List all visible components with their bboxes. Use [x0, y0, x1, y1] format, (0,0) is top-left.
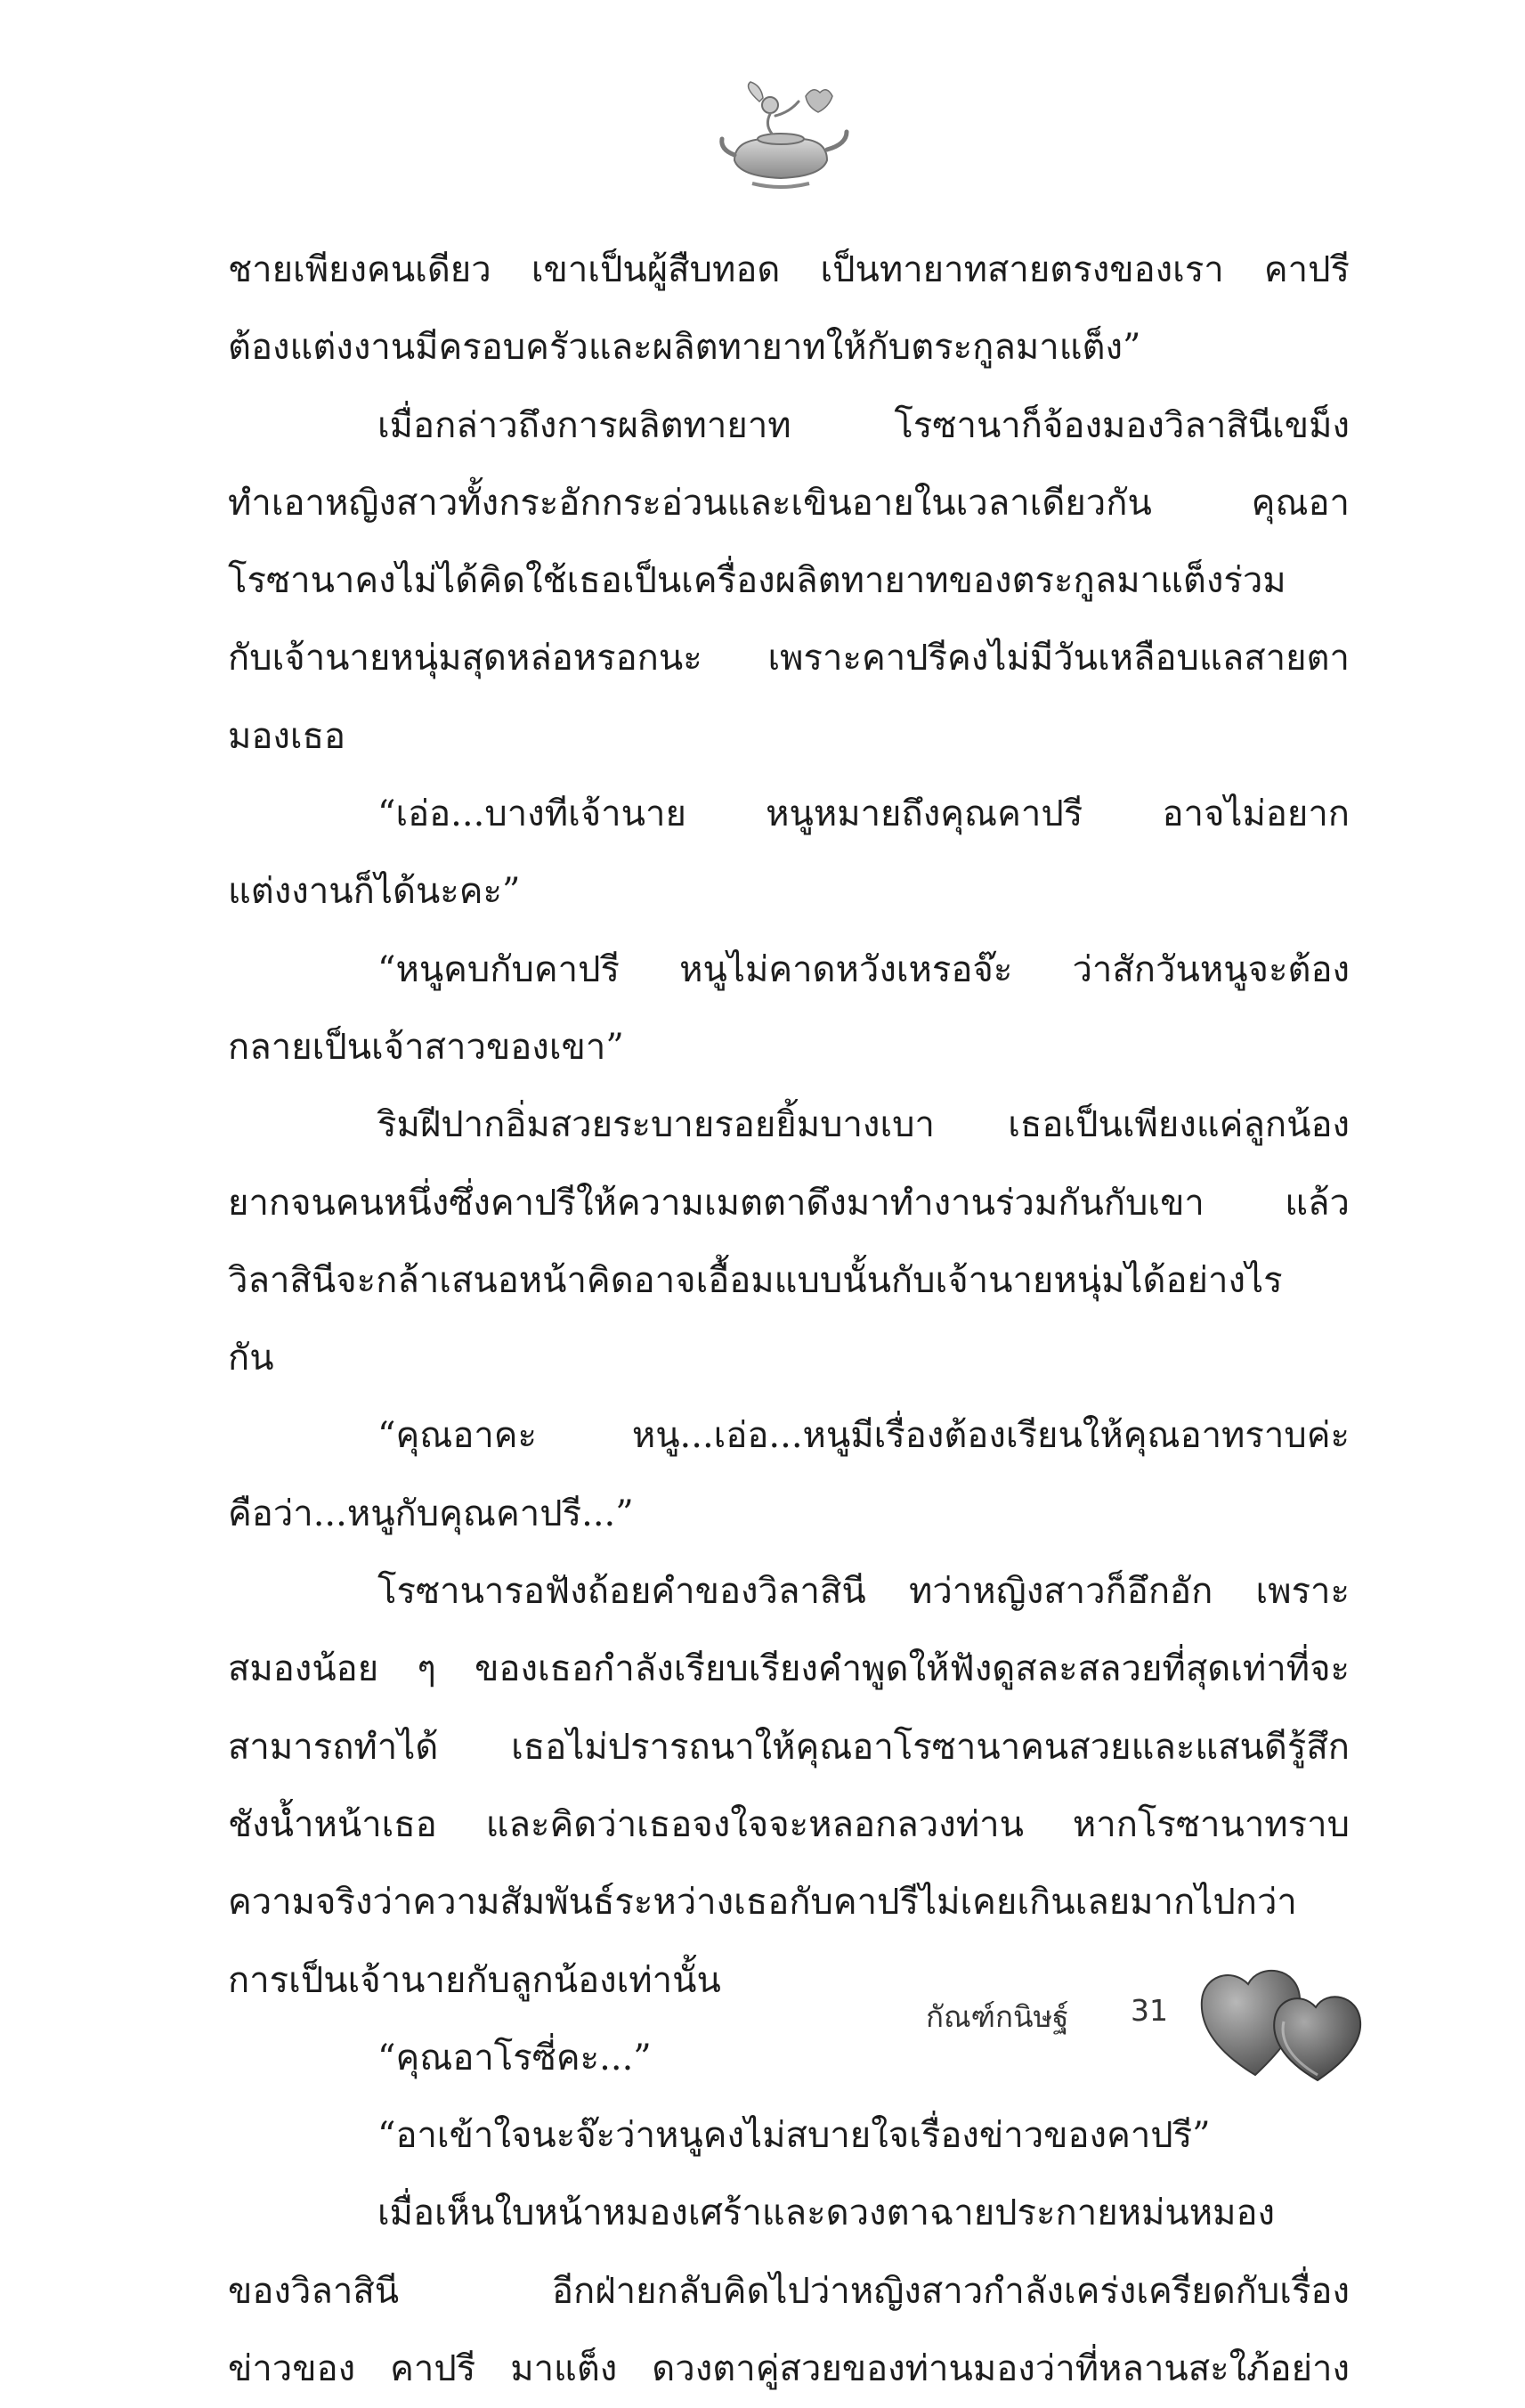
- text-line: ข่าวของ คาปรี มาแต็ง ดวงตาคู่สวยของท่านมองว่าที่หลานสะใภ้อย่าง: [228, 2348, 1350, 2390]
- text-line: โรซานาคงไม่ได้คิดใช้เธอเป็นเครื่องผลิตทายาทของตระกูลมาแต็งร่วม: [228, 560, 1286, 602]
- cupid-teapot-icon: [717, 78, 850, 194]
- body-text: [228, 232, 1350, 2408]
- text-line: การเป็นเจ้านายกับลูกน้องเท่านั้น: [228, 1959, 721, 2001]
- text-line: “คุณอาคะ หนู...เอ่อ...หนูมีเรื่องต้องเรียนให้คุณอาทราบค่ะ: [377, 1415, 1350, 1457]
- text-line: “เอ่อ...บางทีเจ้านาย หนูหมายถึงคุณคาปรี อาจไม่อยาก: [377, 793, 1350, 835]
- text-line: มองเธอ: [228, 715, 346, 757]
- text-line: ทำเอาหญิงสาวทั้งกระอักกระอ่วนและเขินอายในเวลาเดียวกัน คุณอา: [228, 482, 1350, 524]
- text-line: สมองน้อย ๆ ของเธอกำลังเรียบเรียงคำพูดให้ฟังดูสละสลวยที่สุดเท่าที่จะ: [228, 1648, 1350, 1690]
- text-line: สามารถทำได้ เธอไม่ปรารถนาให้คุณอาโรซานาคนสวยและแสนดีรู้สึก: [228, 1726, 1350, 1768]
- text-line: ชายเพียงคนเดียว เขาเป็นผู้สืบทอด เป็นทายาทสายตรงของเรา คาปรี: [228, 249, 1350, 290]
- page-number: 31: [1131, 1993, 1168, 2028]
- text-line: กัน: [228, 1338, 274, 1379]
- text-line: ความจริงว่าความสัมพันธ์ระหว่างเธอกับคาปรีไม่เคยเกินเลยมากไปกว่า: [228, 1882, 1297, 1924]
- text-line: แต่งงานก็ได้นะคะ”: [228, 871, 521, 913]
- running-footer-author: กัณฑ์กนิษฐ์: [926, 1999, 1069, 2034]
- text-line: โรซานารอฟังถ้อยคำของวิลาสินี ทว่าหญิงสาวก็อึกอัก เพราะ: [377, 1571, 1350, 1613]
- text-line: กับเจ้านายหนุ่มสุดหล่อหรอกนะ เพราะคาปรีคงไม่มีวันเหลือบแลสายตา: [228, 638, 1350, 679]
- text-line: คือว่า...หนูกับคุณคาปรี...”: [228, 1493, 634, 1534]
- text-line: ต้องแต่งงานมีครอบครัวและผลิตทายาทให้กับตระกูลมาแต็ง”: [228, 327, 1141, 369]
- text-line: ชังน้ำหน้าเธอ และคิดว่าเธอจงใจจะหลอกลวงท่าน หากโรซานาทราบ: [228, 1803, 1350, 1845]
- text-line: “คุณอาโรซี่คะ...”: [377, 2037, 652, 2079]
- text-line: “หนูคบกับคาปรี หนูไม่คาดหวังเหรอจ๊ะ ว่าสักวันหนูจะต้อง: [377, 948, 1350, 990]
- text-line: เมื่อเห็นใบหน้าหมองเศร้าและดวงตาฉายประกายหม่นหมอง: [377, 2192, 1276, 2234]
- text-line: วิลาสินีจะกล้าเสนอหน้าคิดอาจเอื้อมแบบนั้นกับเจ้านายหนุ่มได้อย่างไร: [228, 1259, 1283, 1301]
- text-line: กลายเป็นเจ้าสาวของเขา”: [228, 1026, 624, 1068]
- text-line: เมื่อกล่าวถึงการผลิตทายาท โรซานาก็จ้องมองวิลาสินีเขม็ง: [377, 404, 1350, 446]
- text-line: ริมฝีปากอิ่มสวยระบายรอยยิ้มบางเบา เธอเป็นเพียงแค่ลูกน้อง: [377, 1104, 1350, 1146]
- hearts-icon: [1193, 1950, 1371, 2084]
- text-line: “อาเข้าใจนะจ๊ะว่าหนูคงไม่สบายใจเรื่องข่าวของคาปรี”: [377, 2115, 1211, 2157]
- text-line: ยากจนคนหนึ่งซึ่งคาปรีให้ความเมตตาดึงมาทำงานร่วมกันกับเขา แล้ว: [228, 1182, 1350, 1224]
- text-line: ของวิลาสินี อีกฝ่ายกลับคิดไปว่าหญิงสาวกำลังเคร่งเครียดกับเรื่อง: [228, 2270, 1350, 2312]
